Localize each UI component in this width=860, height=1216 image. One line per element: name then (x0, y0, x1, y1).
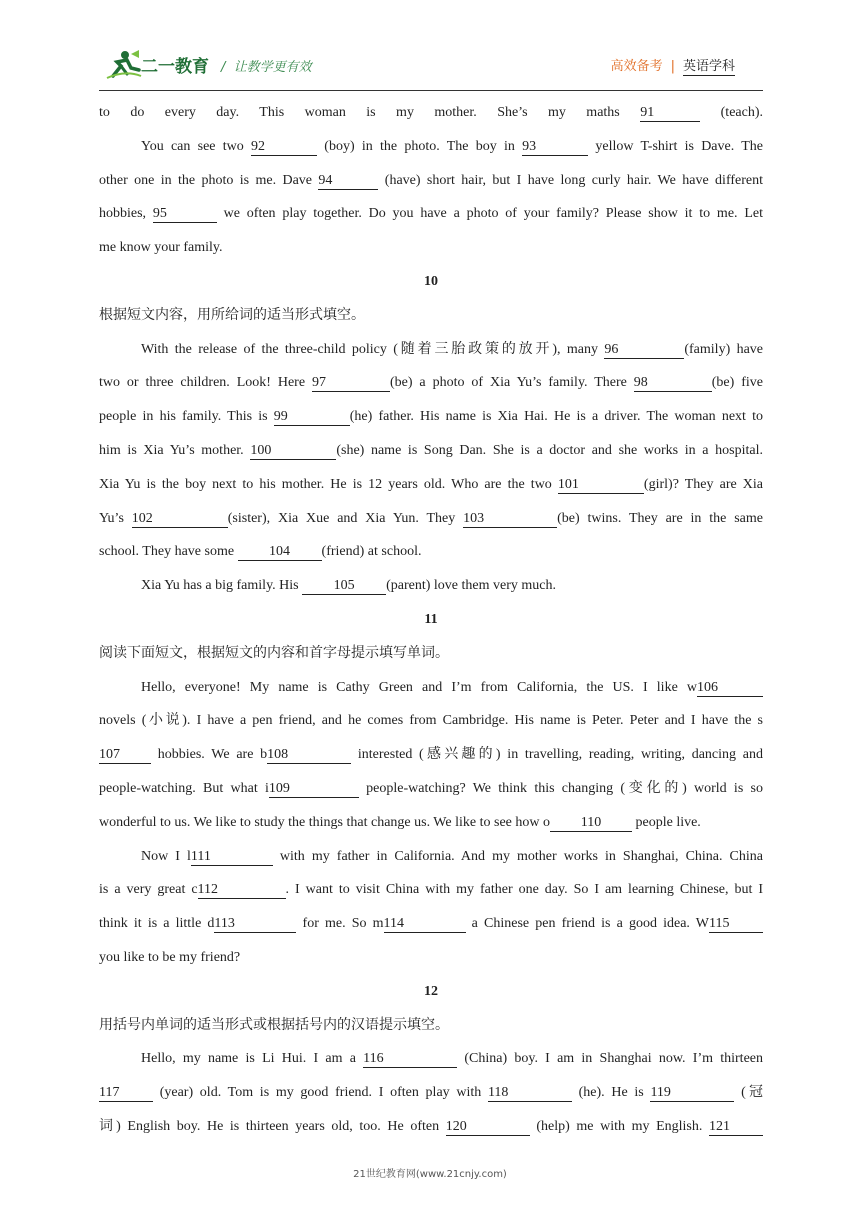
text-line (99, 366, 763, 400)
blank: 92 (251, 139, 317, 156)
text-segment: is a very great c (99, 882, 198, 898)
text-segment: Now I l (141, 848, 191, 864)
blank: 111 (191, 849, 273, 866)
text-line: me know your family. (99, 240, 223, 256)
text-line (99, 197, 763, 231)
text-line (99, 164, 763, 198)
text-segment: people-watching. But what i (99, 780, 269, 796)
blank: 104 (238, 544, 322, 561)
text-segment: interested (感兴趣的) in travelling, reading, writing, dancing and (351, 747, 763, 763)
text-line (99, 434, 763, 468)
section-number: 10 (424, 273, 438, 289)
text-segment: With the release of the three-child policy (随着三胎政策的放开), many (141, 341, 605, 357)
text-segment: two or three children. Look! Here (99, 375, 312, 391)
text-line (99, 333, 763, 367)
text-segment: Hello, everyone! My name is Cathy Green and I’m from California, the US. I like w (141, 679, 697, 695)
text-line (99, 738, 763, 772)
logo-text: 二一教育 (141, 57, 209, 77)
slogan: / 让教学更有效 (221, 60, 312, 75)
blank: 101 (558, 477, 644, 494)
text-segment: (teach). (700, 105, 763, 120)
blank: 108 (267, 747, 351, 764)
text-segment: him is Xia Yu’s mother. (99, 442, 251, 458)
text-line (99, 704, 763, 738)
text-segment: (sister), Xia Xue and Xia Yun. They (227, 510, 464, 526)
text-segment: Xia Yu has a big family. His (141, 578, 303, 594)
text-line (99, 1042, 763, 1076)
text-segment: people in his family. This is (99, 409, 274, 425)
blank: 121 (709, 1119, 763, 1136)
text-segment: (family) have (684, 341, 764, 357)
blank: 115 (709, 916, 763, 933)
text-line (99, 772, 763, 806)
blank: 107 (99, 747, 151, 764)
blank: 100 (250, 443, 336, 460)
blank: 99 (274, 409, 350, 426)
blank: 96 (604, 342, 684, 359)
text-segment: (be) a photo of Xia Yu’s family. There (389, 375, 634, 391)
text-segment: novels (小说). I have a pen friend, and he comes from Cambridge. His name is Peter. Peter and I have the s (99, 713, 763, 729)
blank: 105 (302, 578, 386, 595)
text-segment: (girl)? They are Xia (643, 476, 764, 492)
text-segment: (help) me with my English. (529, 1118, 709, 1134)
text-segment: (friend) at school. (321, 544, 422, 560)
text-segment: (冠 (734, 1085, 764, 1101)
section-number: 12 (424, 983, 438, 999)
text-line (99, 907, 763, 941)
text-segment: . I want to visit China with my father one day. So I am learning Chinese, but I (285, 882, 764, 898)
blank: 98 (634, 375, 712, 392)
page-header (99, 40, 763, 91)
text-segment: we often play together. Do you have a photo of your family? Please show it to me. Let (216, 206, 763, 222)
blank: 109 (269, 781, 359, 798)
instruction: 根据短文内容，用所给词的适当形式填空。 (99, 307, 365, 323)
text-line (99, 569, 763, 603)
blank: 118 (488, 1085, 572, 1102)
blank: 110 (550, 815, 632, 832)
text-segment: You can see two (141, 138, 252, 154)
blank: 113 (214, 916, 296, 933)
text-line (99, 400, 763, 434)
text-segment: wonderful to us. We like to study the things that change us. We like to see how o (99, 814, 550, 830)
blank: 102 (132, 511, 228, 528)
instruction: 用括号内单词的适当形式或根据括号内的汉语提示填空。 (99, 1017, 449, 1033)
blank: 114 (384, 916, 466, 933)
text-line: you like to be my friend? (99, 949, 241, 965)
text-line (99, 873, 763, 907)
text-segment: school. They have some (99, 544, 238, 560)
text-line (99, 502, 763, 536)
text-segment: (be) five (711, 375, 763, 391)
text-segment: (be) twins. They are in the same (557, 510, 763, 526)
text-segment: (she) name is Song Dan. She is a doctor and she works in a hospital. (336, 442, 763, 458)
page-footer: 21世纪教育网(www.21cnjy.com) (353, 1169, 507, 1180)
text-segment: Xia Yu is the boy next to his mother. He is 12 years old. Who are the two (99, 476, 558, 492)
text-segment: hobbies, (99, 206, 153, 222)
text-segment: yellow T-shirt is Dave. The (588, 138, 763, 154)
instruction: 阅读下面短文，根据短文的内容和首字母提示填写单词。 (99, 645, 449, 661)
blank: 116 (363, 1051, 457, 1068)
text-segment: with my father in California. And my mother works in Shanghai, China. China (272, 848, 763, 864)
text-segment: a Chinese pen friend is a good idea. W (465, 916, 709, 932)
text-segment: Hello, my name is Li Hui. I am a (141, 1051, 364, 1067)
blank: 120 (446, 1119, 530, 1136)
text-segment: (China) boy. I am in Shanghai now. I’m thirteen (457, 1051, 763, 1067)
text-line (99, 1076, 763, 1110)
blank: 112 (198, 882, 286, 899)
blank: 117 (99, 1085, 153, 1102)
blank: 97 (312, 375, 390, 392)
text-segment: to do every day. This woman is my mother. She’s my maths (99, 105, 641, 120)
text-segment: (parent) love them very much. (386, 578, 556, 594)
text-line (99, 535, 763, 569)
blank: 93 (522, 139, 588, 156)
header-subject: 高效备考 | 英语学科 (610, 59, 735, 74)
text-segment: (have) short hair, but I have long curly hair. We have different (378, 172, 763, 188)
text-segment: people live. (632, 814, 701, 830)
text-segment: 词) English boy. He is thirteen years old, too. He often (99, 1118, 446, 1134)
section-number: 11 (424, 611, 438, 627)
text-segment: think it is a little d (99, 916, 215, 932)
text-line (99, 96, 763, 130)
text-line (99, 468, 763, 502)
text-segment: (he) father. His name is Xia Hai. He is a driver. The woman next to (349, 409, 763, 425)
blank: 95 (153, 206, 217, 223)
text-line (99, 130, 763, 164)
blank: 119 (650, 1085, 734, 1102)
text-segment: for me. So m (296, 916, 384, 932)
text-segment: (year) old. Tom is my good friend. I often play with (153, 1085, 488, 1101)
document-body (99, 96, 763, 1144)
blank: 91 (640, 105, 700, 122)
text-segment: Yu’s (99, 510, 132, 526)
text-segment: other one in the photo is me. Dave (99, 172, 319, 188)
text-line (99, 840, 763, 874)
text-segment: people-watching? We think this changing (变化的) world is so (358, 780, 763, 796)
text-segment: (he). He is (571, 1085, 651, 1101)
text-line (99, 806, 763, 840)
blank: 94 (318, 173, 378, 190)
text-line (99, 1110, 763, 1144)
text-segment: (boy) in the photo. The boy in (317, 138, 523, 154)
text-line (99, 671, 763, 705)
text-segment: hobbies. We are b (151, 747, 268, 763)
blank: 103 (463, 511, 557, 528)
blank: 106 (697, 680, 763, 697)
